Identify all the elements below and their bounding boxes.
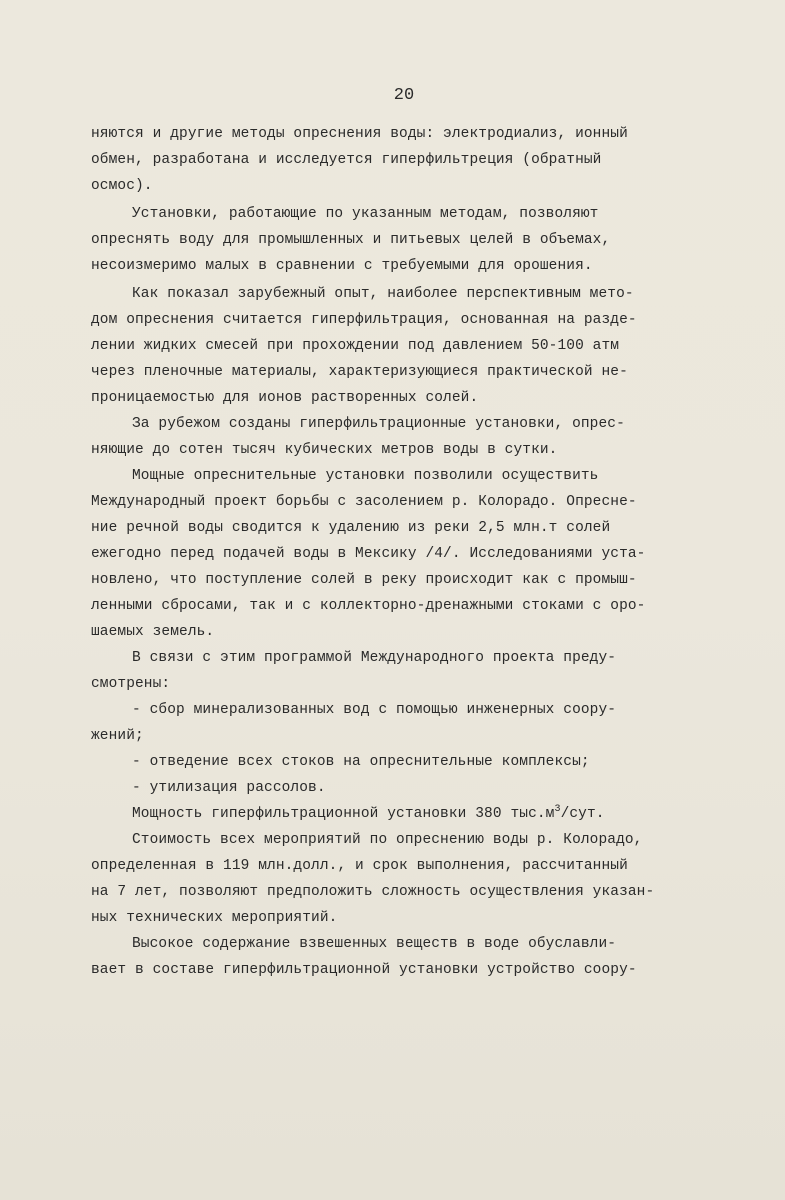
text-line: - утилизация рассолов. (132, 780, 326, 796)
text-line: новлено, что поступление солей в реку происходит как с промыш- (91, 572, 637, 588)
text-line: осмос). (91, 178, 153, 194)
text-line: ленными сбросами, так и с коллекторно-дренажными стоками с оро- (91, 598, 646, 614)
page-number: 20 (393, 86, 415, 105)
text-line: В связи с этим программой Международного проекта преду- (132, 650, 617, 666)
text-line: ежегодно перед подачей воды в Мексику /4/. Исследованиями уста- (91, 546, 646, 562)
text-line: Мощные опреснительные установки позволили осуществить (132, 468, 599, 484)
text-line: жений; (91, 728, 144, 744)
text-line: Международный проект борьбы с засолением р. Колорадо. Опресне- (91, 494, 637, 510)
text-line: через пленочные материалы, характеризующиеся практической не- (91, 364, 628, 380)
capacity-unit: /сут. (560, 806, 605, 822)
text-line: ние речной воды сводится к удалению из реки 2,5 млн.т солей (91, 520, 611, 536)
capacity-line (132, 804, 605, 824)
cubic-superscript: 3 (554, 804, 561, 815)
text-line: определенная в 119 млн.долл., и срок выполнения, рассчитанный (91, 858, 628, 874)
text-line: опреснять воду для промышленных и питьевых целей в объемах, (91, 232, 611, 248)
text-line: вает в составе гиперфильтрационной установки устройство соору- (91, 962, 637, 978)
text-line: - отведение всех стоков на опреснительные комплексы; (132, 754, 590, 770)
text-line: няющие до сотен тысяч кубических метров воды в сутки. (91, 442, 558, 458)
text-line: За рубежом созданы гиперфильтрационные установки, опрес- (132, 416, 625, 432)
text-line: - сбор минерализованных вод с помощью инженерных соору- (132, 702, 617, 718)
text-line: дом опреснения считается гиперфильтрация, основанная на разде- (91, 312, 637, 328)
text-line: на 7 лет, позволяют предположить сложность осуществления указан- (91, 884, 655, 900)
text-line: Высокое содержание взвешенных веществ в воде обуславли- (132, 936, 617, 952)
capacity-text: Мощность гиперфильтрационной установки 380 тыс.м (132, 806, 555, 822)
text-line: Как показал зарубежный опыт, наиболее перспективным мето- (132, 286, 634, 302)
text-line: Установки, работающие по указанным методам, позволяют (132, 206, 599, 222)
text-line: шаемых земель. (91, 624, 215, 640)
text-line: лении жидких смесей при прохождении под давлением 50-100 атм (91, 338, 620, 354)
text-line: несоизмеримо малых в сравнении с требуемыми для орошения. (91, 258, 593, 274)
text-line: проницаемостью для ионов растворенных солей. (91, 390, 479, 406)
text-line: няются и другие методы опреснения воды: электродиализ, ионный (91, 126, 628, 142)
text-line: смотрены: (91, 676, 171, 692)
text-line: обмен, разработана и исследуется гиперфильтреция (обратный (91, 152, 602, 168)
text-line: Стоимость всех мероприятий по опреснению воды р. Колорадо, (132, 832, 643, 848)
text-line: ных технических мероприятий. (91, 910, 338, 926)
